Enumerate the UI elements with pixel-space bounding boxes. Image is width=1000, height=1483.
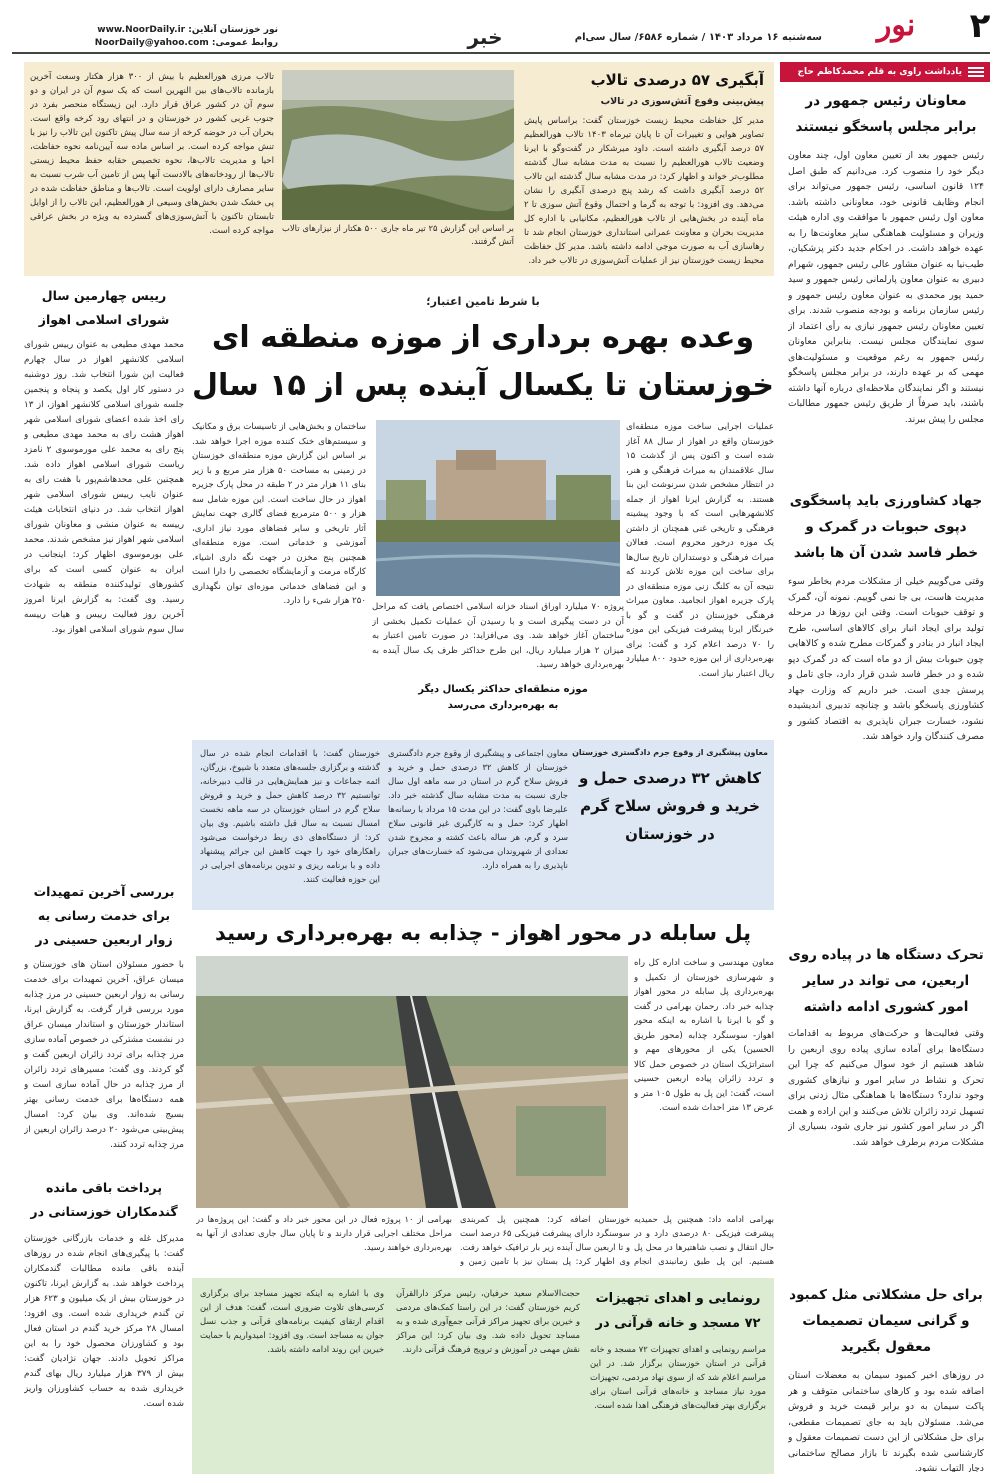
wheat-story — [24, 1176, 184, 1474]
museum-title: وعده بهره برداری از موزه منطقه ای خوزستان تا یکسال آینده پس از ۱۵ سال — [192, 320, 774, 403]
page-number: ۲ — [969, 6, 991, 46]
wheat-title: پرداخت باقی مانده گندمکاران خوزستانی در — [30, 1180, 178, 1219]
hoor-story — [24, 62, 774, 276]
bridge-photo — [196, 956, 628, 1208]
bridge-body-a: معاون مهندسی و ساخت اداره کل راه و شهرسازی خوزستان از تکمیل و بهره‌برداری پل سابله در محور اهواز چذابه خبر داد. رحمان بهرامی در گفت و گو با ایرنا با اشاره به اینکه محور اهواز- سوسنگرد چذابه (محور طریق الحسین) یکی از محورهای مهم و استراتژیک استان در خصوص حمل کالا و تردد زائران پیاده اربعین حسینی است، گفت: این پل به طول ۱۰۵ متر و عرض ۱۳ متر احداث شده است. — [634, 958, 774, 1113]
logo: نور — [876, 8, 916, 43]
bridge-body-d: بهرامی از ۱۰ پروژه فعال در این محور خبر داد و گفت: این پروژه‌ها در مراحل مختلف اجرایی قرار دارند و تا پایان سال جاری تعدادی از آنها به بهره‌برداری خواهند رسید. — [196, 1214, 452, 1252]
site-line: نور خوزستان آنلاین: www.NoorDaily.ir — [97, 25, 278, 35]
quran-body-b: حجت‌الاسلام سعید حرفیان، رئیس مرکز دارالقرآن کریم خوزستان گفت: در این راستا کمک‌های مردمی و خیرین برای تجهیز مراکز قرآنی جمع‌آوری شده و به مساجد تحویل داده شد. وی بیان کرد: این مراکز نقش مهمی در آموزش و ترویج فرهنگ قرآنی دارند. — [396, 1288, 580, 1354]
museum-photo — [376, 420, 620, 596]
museum-kicker: با شرط تامین اعتبار؛ — [426, 295, 540, 308]
weapons-body-a: معاون اجتماعی و پیشگیری از وقوع جرم دادگستری خوزستان از کاهش ۳۲ درصدی حمل و خرید و فروش سلاح گرم در استان در سه ماهه اول سال جاری نسبت به مدت مشابه سال گذشته خبر داد. علیرضا باوی گفت: در این مدت ۱۵ مرداد با رسانه‌ها اظهار کرد: حمل و به کارگیری غیر قانونی سلاح سرد و گرم، هر ساله باعث کشته و مجروح شدن تعدادی از شهروندان می‌شود که خسارت‌های جبران ناپذیری را به همراه دارد. — [388, 748, 568, 870]
council-title: رییس چهارمین سال شورای اسلامی اهواز — [38, 288, 170, 327]
opinion-4-body: در روزهای اخیر کمبود سیمان به معضلات استان اضافه شده بود و کارهای ساختمانی متوقف و هر پاکت سیمان به دو برابر قیمت خرید و فروش می‌شد. مسئولان باید به جای تصمیمات مقطعی، برای حل مشکلاتی از این دست تصمیمات معقول و کارشناسی شده بگیرند تا بازار مصالح ساختمانی دچار التهاب نشود. — [788, 1370, 984, 1472]
list-icon — [968, 66, 984, 78]
weapons-kicker: معاون پیشگیری از وقوع جرم دادگستری خوزستان — [572, 748, 768, 757]
bridge-title: پل سابله در محور اهواز - چذابه به بهره‌برداری رسید — [215, 921, 751, 945]
museum-col1: عملیات اجرایی ساخت موزه منطقه‌ای خوزستان واقع در اهواز از سال ۸۸ آغاز شده است و اکنون پس از گذشت ۱۵ سال علاقمندان به میراث فرهنگی و هنر، در انتظار مشخص شدن سرنوشت این بنا هستند. به گزارش ایرنا اهواز از جمله کلانشهرهایی است که با وجود پیشینه فرهنگی و تاریخی غنی همچنان از داشتن یک موزه درخور محروم است. فعالان میراث فرهنگی و دوستداران تاریخ سال‌ها برای ساخت این موزه تلاش کردند که نتیجه آن به کلنگ زنی موزه منطقه‌ای در پارک جزیره اهواز انجامید. معاون میراث فرهنگی خوزستان در گفت و گو با خبرنگار ایرنا پیشرفت فیزیکی این موزه را ۷۰ درصد اعلام کرد و گفت: برای بهره‌برداری از این موزه حدود ۸۰۰ میلیارد ریال اعتبار نیاز است. — [626, 422, 774, 679]
arbaeen-body: با حضور مسئولان استان های خوزستان و میسان عراق، آخرین تمهیدات برای خدمت رسانی به زوار اربعین حسینی در مرز چذابه مورد بررسی قرار گرفت. به گزارش ایرنا، استاندار خوزستان و استاندار میسان عراق در نشست مشترکی در خصوص آماده سازی مرز چذابه برای تردد زائران اربعین گفت و گو کردند. وی گفت: مسیرهای تردد زائران از مرز چذابه در حال آماده سازی است و همه دستگاه‌ها برای خدمت رسانی بهتر بسیج شده‌اند. وی بیان کرد: امسال پیش‌بینی می‌شود ۲۰ درصد زائران اربعین از مرز چذابه تردد کنند. — [24, 960, 184, 1150]
hoor-subtitle: پیش‌بینی وقوع آتش‌سوزی در تالاب — [600, 96, 764, 107]
opinion-column — [780, 62, 990, 1474]
museum-col3: پروژه ۷۰ میلیارد اوراق اسناد خزانه اسلامی اختصاص یافت که مراحل آن در دست پیگیری است و با رسیدن آن عملیات تکمیل بخشی از ساختمان آغاز خواهد شد. وی می‌افزاید: در صورت تامین اعتبار به میزان ۲ هزار میلیارد ریال، این طرح حداکثر ظرف یک سال آینده به بهره‌برداری خواهد رسید. — [372, 602, 624, 670]
opinion-3-title: تحرک دستگاه ها در پیاده روی اربعین، می تواند در سایر امور کشوری ادامه داشته — [788, 947, 984, 1015]
weapons-title: کاهش ۳۲ درصدی حمل و خرید و فروش سلاح گرم در خوزستان — [579, 769, 761, 843]
opinion-heading-text: یادداشت راوی به قلم محمدکاظم حاج — [797, 67, 962, 77]
quran-title: رونمایی و اهدای تجهیزات ۷۲ مسجد و خانه قرآنی در — [595, 1291, 761, 1331]
bridge-body-b: بهرامی ادامه داد: همچنین پل حمیدیه پیشرفت فیزیکی ۸۰ درصدی دارد و در حال انتقال و نصب شاهتیرها در محل پل هستیم. این پل طبق زمانبندی انجام — [634, 1214, 774, 1266]
opinion-1-body: رئیس جمهور بعد از تعیین معاون اول، چند معاون دیگر خود را منصوب کرد. می‌دانیم که طبق اصل ۱۲۴ قانون اساسی، رئیس جمهور می‌تواند برای انجام وظایف قانونی خود، معاونانی داشته باشد. معاون اول رئیس جمهور با موافقت وی اداره هیئت وزیران و مسئولیت هماهنگی سایر معاونت‌ها را به عهده خواهد داشت. در احکام جدید دکتر پزشکیان، طیب‌نیا به عنوان مشاور عالی رئیس جمهور، شهرام دبیری به عنوان معاون پارلمانی رئیس جمهور و سید حمید پور محمدی به عنوان معاون رئیس جمهور و رئیس سازمان برنامه و بودجه منصوب شدند. برای تعیین معاونان رئیس جمهور نیازی به رأی اعتماد از سوی نمایندگان مجلس نیست. بنابراین معاونان رئیس جمهور به رغم موقعیت و مسئولیت‌های مهمی که بر عهده دارند، در برابر مجلس پاسخگو نیستند و اگر نمایندگان ملاحظه‌ای درباره آنها داشته باشند، باید صرفاً از طریق رئیس جمهور مطالبات مجلس را پیش ببرند. — [788, 150, 984, 425]
masthead — [0, 0, 1000, 58]
hoor-caption: بر اساس این گزارش ۲۵ تیر ماه جاری ۵۰۰ هکتار از نیزارهای تالاب آتش گرفتند. — [282, 223, 514, 246]
wheat-body: مدیرکل غله و خدمات بازرگانی خوزستان گفت: با پیگیری‌های انجام شده در روزهای آینده باقی مانده مطالبات گندمکاران پرداخت خواهد شد. به گزارش ایرنا، تاکنون در خوزستان بیش از یک میلیون و ۶۲۳ هزار تن گندم خریداری شده است. وی افزود: امسال ۲۸ مرکز خرید گندم در استان فعال بود و کشاورزان محصول خود را به این مراکز تحویل دادند. جهان نژادیان گفت: بیش از ۳۷۹ هزار میلیارد ریال بهای گندم خریداری شده به حساب کشاورزان واریز شده است. — [24, 1234, 184, 1409]
bridge-body-c: خوزستان اضافه کرد: همچنین پل کمربندی سوسنگرد دارای پیشرفت فیزیکی ۶۵ درصد است و تا اربعین سال آینده زیر بار ترافیک خواهد رفت. وی اظهار کرد: پل بستان نیز با تامین زمین و — [460, 1214, 630, 1266]
museum-col2: ساختمان و بخش‌هایی از تاسیسات برق و مکانیک و سیستم‌های خنک کننده موزه اجرا خواهد شد. بر اساس این گزارش موزه منطقه‌ای خوزستان در زمینی به مساحت ۵۰ هزار متر مربع و با زیر بنای ۱۱ هزار متر در ۲ طبقه در محل پارک جزیره اهواز در حال ساخت است. این موزه شامل سه هزار و ۵۰۰ مترمربع فضای گالری جهت نمایش آثار تاریخی و سایر فضاهای مورد نیاز اداری، آموزشی و خدماتی است. موزه منطقه‌ای همچنین پنج مخزن در جهت نگه داری اشیاء، کارگاه مرمت و آزمایشگاه تخصصی را دارا است و این فضاهای خدماتی موزه‌ای توان نگهداری ۲۵۰ هزار شیء را دارد. — [192, 422, 366, 606]
hoor-body-a: مدیر کل حفاظت محیط زیست خوزستان گفت: براساس پایش تصاویر هوایی و تغییرات آن تا پایان تیرماه ۱۴۰۳ تالاب هورالعظیم ۵۷ درصد آبگیری داشته است. داود میرشکار در گفت‌وگو با ایرنا وضعیت تالاب هورالعظیم را نسبت به مدت مشابه سال گذشته مطلوب‌تر خواند و اظهار کرد: در مدت مشابه سال گذشته این تالاب ۵۲ درصد آبگیری داشت که رشد پنج درصدی آبگیری را نشان می‌دهد. وی افزود: با توجه به گرما و احتمال وقوع آتش سوزی تا ۲ ماه آینده در بخش‌هایی از تالاب هورالعظیم، مکانیابی با اداره کل مدیریت بحران و معاونت عمرانی استانداری خوزستان انجام شد تا رهاسازی آب به صورت موجی ادامه داشته باشد. مدیر کل حفاظت محیط زیست خوزستان نیز از عملیات آتش‌سوزی در تالاب خبر داد. — [524, 116, 764, 266]
opinion-2-body: وقتی می‌گوییم خیلی از مشکلات مردم بخاطر سوء مدیریت هاست، بی جا نمی گوییم. نمونه آن، گمرک و توقف حبوبات است. وقتی این روزها در مرحله تولید برای ایجاد انبار برای کالاهای اساسی، طرح ایجاد انبار در بنادر و گمرکات مطرح شده و کالاهایی چون حبوبات بیش از دو ماه است که در گمرک دپو شده و در خطر فاسد شدن قرار دارد، جای تامل و پرسش جدی است. خبر داریم که وزارت جهاد کشاورزی پاسخگو باشد و چنانچه تدبیری اندیشیده نشود، خسارت جبران ناپذیری به اقتصاد کشور و مصرف کنندگان وارد خواهد شد. — [788, 576, 984, 742]
council-story — [24, 284, 184, 872]
hoor-body-b: تالاب مرزی هورالعظیم با بیش از ۳۰۰ هزار هکتار وسعت آخرین بازمانده تالاب‌های بین النهرین است که یک سوم آن در ایران و دو سوم آن در کشور عراق قرار دارد. این زیستگاه منحصر بفرد در جنوب غربی کشور در خوزستان و در انتهای رود کرخه واقع است. بحران آب در حوضه کرخه از سه سال پیش تاکنون این تالاب را نیز با تنش مواجه کرده است. بر اساس ماده سه آیین‌نامه نحوه حفاظت، احیا و مدیریت تالاب‌ها، نحوه تخصیص حقابه حفظ محیط زیستی تالاب‌ها از رودخانه‌های بالادست آنها پس از تامین آب شرب نسبت به سایر مصارف دارای اولویت است. تالاب‌ها و مناطق حفاظت شده در پی خشک شدن بخش‌های وسیعی از هورالعظیم، این تالاب را از اوایل تابستان تاکنون با آتش‌سوزی‌های گسترده به ویژه در بخش عراقی مواجه کرده است. — [30, 72, 274, 236]
opinion-4-title: برای حل مشکلاتی مثل کمبود و گرانی سیمان تصمیمات معقول بگیرید — [789, 1287, 983, 1355]
hoor-photo — [282, 70, 514, 220]
quran-body-a: مراسم رونمایی و اهدای تجهیزات ۷۲ مسجد و خانه قرآنی در استان خوزستان برگزار شد. در این مراسم اعلام شد که از سوی نهاد مردمی، تجهیزات مورد نیاز مساجد و خانه‌های قرآنی استان برای برگزاری بهتر فعالیت‌های فرهنگی اهدا شده است. — [590, 1344, 766, 1410]
section-label: خبر — [467, 25, 503, 49]
council-body: محمد مهدی مطیعی به عنوان رییس شورای اسلامی کلانشهر اهواز در سال چهارم فعالیت این شورا انتخاب شد. روز دوشنبه در دستور کار اول یکصد و پنجاه و پنجمین جلسه شورای اسلامی کلانشهر اهواز، از ۱۳ رای اخذ شده اعضای شورای اسلامی شهر اهواز هشت رای به محمد مهدی مطیعی و پنج رای به محمد علی مورموسوی ۲ نامزد ریاست شورای اسلامی اهواز داده شد. همچنین علی محدهاشم‌پور با هفت رای به عنوان نایب رییس شورای اسلامی شهر اهواز انتخاب شد. در دنیای انتخابات هیئت رییسه به عنوان منشی و معاونان شورای اسلامی شهر اهواز نیز مشخص شدند. محمد علی بورموسوی اظهار کرد: اینجانب در ایران به عنوان کسی است که برای کشورهای تولیدکننده منطقه به شهادت رسید. وی گفت: به گزارش ایرنا امروز آخرین روز فعالیت رییس و هیات رییسه سال سوم شورای اسلامی اهواز بود. — [24, 340, 184, 635]
quran-story — [192, 1278, 774, 1474]
opinion-3-body: وقتی فعالیت‌ها و حرکت‌های مربوط به اقدامات دستگاه‌ها برای آماده سازی پیاده روی اربعین را شاهد هستیم از خود سوال می‌کنیم که چرا این تحرک و نشاط در سایر امور و نیازهای کشوری وجود ندارد؟ دستگاه‌ها با هماهنگی مثال زدنی برای تسهیل تردد زائران تلاش می‌کنند و این اراده و همت اگر در سایر امور کشور نیز جاری شود، بسیاری از مشکلات مردم برطرف خواهد شد. — [788, 1028, 984, 1148]
hoor-title: آبگیری ۵۷ درصدی تالاب — [590, 71, 764, 89]
museum-story — [192, 284, 774, 734]
bridge-story — [192, 916, 774, 1272]
museum-pullquote: موزه منطقه‌ای حداکثر یکسال دیگر به بهره‌برداری می‌رسد — [418, 684, 588, 711]
quran-body-c: وی با اشاره به اینکه تجهیز مساجد برای برگزاری کرسی‌های تلاوت ضروری است، گفت: هدف از این اقدام ارتقای کیفیت برنامه‌های قرآنی و جذب نسل جوان به مساجد است. وی افزود: امیدواریم با حمایت خیرین این روند ادامه داشته باشد. — [200, 1288, 384, 1354]
weapons-body-b: خوزستان گفت: با اقدامات انجام شده در سال گذشته و برگزاری جلسه‌های متعدد با شیوخ، بزرگان، ائمه جماعات و نیز همایش‌هایی در قالب دبیرخانه، توانستیم ۳۲ درصد کاهش حمل و خرید و فروش سلاح گرم در استان خوزستان در سه ماهه نخست امسال نسبت به سال قبل داشته باشیم. وی بیان کرد: از دستگاه‌های ذی ربط درخواست می‌شود راهکارهای خود را جهت کاهش این جرائم پیشنهاد داده و با برنامه ریزی و تدوین برنامه‌های اجرایی در این حوزه فعالیت کنند. — [200, 748, 380, 884]
opinion-2-title: جهاد کشاورزی باید پاسخگوی دپوی حبوبات در گمرک و خطر فاسد شدن آن ها باشد — [789, 493, 983, 561]
arbaeen-story — [24, 880, 184, 1170]
opinion-1-title: معاونان رئیس جمهور در برابر مجلس پاسخگو نیستند — [795, 93, 977, 135]
opinion-heading — [780, 62, 990, 82]
header-rule — [12, 52, 990, 54]
weapons-story — [192, 740, 774, 910]
issue-line: سه‌شنبه ۱۶ مرداد ۱۴۰۳ / شماره ۶۵۸۶/ سال سی‌ام — [574, 32, 822, 43]
arbaeen-title: بررسی آخرین تمهیدات برای خدمت رسانی به زوار اربعین حسینی در — [33, 884, 175, 947]
email-line: روابط عمومی: NoorDaily@yahoo.com — [94, 38, 278, 48]
